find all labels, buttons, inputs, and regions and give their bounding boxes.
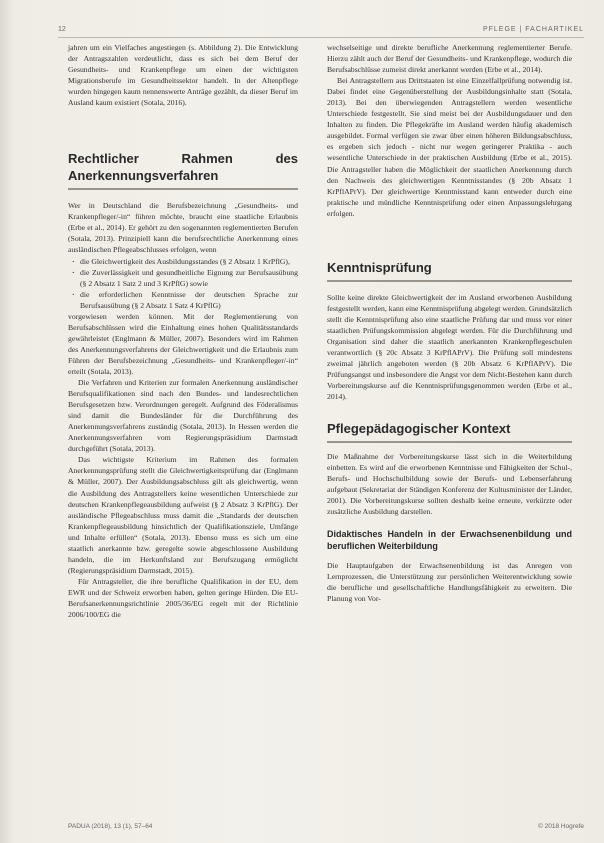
page-number: 12: [58, 26, 66, 33]
list-item: · die Gleichwertigkeit des Ausbildungsstandes (§ 2 Absatz 1 KrPflG),: [80, 256, 298, 267]
list-item: · die erforderlichen Kenntnisse der deutschen Sprache zur Berufsausübung (§ 2 Absatz 1 Satz 4 KrPflG): [80, 289, 298, 311]
paragraph: vorgewiesen werden können. Mit der Reglementierung von Berufsabschlüssen wird die Einhaltung eines hohen Qualitätsstandards gewährleistet (Englmann & Müller, 2007). Besonders wird im Rahmen des Anerkennungsverfahrens der Gleichwertigkeit und die Erlaubnis zum Führen der Berufsbezeichnung „Gesundheits- und Krankenpfleger/-in“ erteilt (Sotala, 2013).: [68, 311, 298, 376]
criteria-list: [68, 256, 298, 311]
subsection-heading-didactics: Didaktisches Handeln in der Erwachsenenbildung und beruflichen Weiterbildung: [327, 528, 572, 551]
page-header: [58, 26, 584, 36]
running-title: PFLEGE | FACHARTIKEL: [482, 26, 584, 33]
paragraph: Die Verfahren und Kriterien zur formalen Anerkennung ausländischer Berufsqualifikationen sind nach den Bundes- und landesrechtlichen Berufsgesetzen bzw. Verordnungen geregelt. Aufgrund des Föderalismus sind damit die Bundesländer für die Durchführung des Anerkennungsverfahrens zuständig (Sotala, 2013). In Hessen werden die Anerkennungsverfahren vom Regierungspräsidium Darmstadt durchgeführt (Sotala, 2013).: [68, 378, 298, 454]
paragraph: Das wichtigste Kriterium im Rahmen des formalen Anerkennungsprüfung stellt die Gleichwertigkeitsprüfung dar (Englmann & Müller, 2007). Der Ausbildungsabschluss gilt als gleichwertig, wenn die Ausbildung des Antragstellers keine wesentlichen Unterschiede zur deutschen Krankenpflegeausbildung aufweist (§ 2 Absatz 3 KrPflG). Der ausländische Pflegeabschluss muss damit die „Standards der deutschen Krankenpflegeausbildung hinsichtlich der Qualifikationsziele, Umfänge und Inhalte erfüllen“ (Sotala, 2013). Ebenso muss es sich um eine staatlich anerkannte bzw. geregelte sowie abgeschlossene Ausbildung handeln, die im Herkunftsland zur Berufszugang ermöglicht (Regierungspräsidium Darmstadt, 2015).: [68, 455, 298, 575]
paragraph: Sollte keine direkte Gleichwertigkeit der im Ausland erworbenen Ausbildung festgestellt werden, kann eine Kenntnisprüfung abgelegt werden. Grundsätzlich stellt die Kenntnisprüfung also eine staatliche Prüfung dar und muss vor einer staatlichen Prüfungskommission abgelegt werden. Für die Durchführung und Organisation sind daher die staatlich anerkannten Krankenpflegeschulen verantwortlich (§ 20c Absatz 3 KrPflAPrV). Die Prüfung soll mindestens zweimal jährlich angeboten werden (§ 20b Absatz 6 KrPflAPrV). Die Prüfungsangst und insbesondere die Angst vor dem Nicht-Bestehen kann durch Vorbereitungskurse auf die Kenntnisprüfungsgenommen werden (Erbe et al., 2014).: [327, 292, 572, 402]
section-heading-knowledge-exam: Kenntnisprüfung: [327, 259, 572, 282]
page-footer: [68, 823, 584, 833]
paragraph: Für Antragsteller, die ihre berufliche Qualifikation in der EU, dem EWR und der Schweiz erworben haben, gelten geringe Hürden. Die EU-Berufsanerkennungsrichtlinie 2005/36/EG regelt mit der Richtlinie 2006/100/EG die: [68, 576, 298, 620]
header-rule: [58, 37, 584, 38]
section-heading-legal-framework: Rechtlicher Rahmen des Anerkennungsverfahren: [68, 150, 298, 190]
paragraph: Bei Antragstellern aus Drittstaaten ist eine Einzelfallprüfung notwendig ist. Dabei findet eine Gegenüberstellung der Ausbildungsinhalte statt (Sotala, 2013). Bei den überwiegenden Antragstellern werden wesentliche Unterschiede festgestellt. Sie sind meist bei der Ausbildungsdauer und den Inhalten zu finden. Die Pflegekräfte im Ausland werden häufig akademisch ausgebildet. Formal verfügen sie zwar über einen höheren Bildungsabschluss, es ergeben sich jedoch - nicht nur wegen geringerer Praktika - auch wesentliche Unterschiede in der praktischen Ausbildung (Erbe et al., 2015). Die Antragsteller haben die Möglichkeit der staatlichen Anerkennung durch den Nachweis des gleichwertigen Kenntnisstandes (§ 20b Absatz 1 KrPflAPrV). Der gleichwertige Kenntnisstand kann entweder durch eine praktische und mündliche Kenntnisprüfung oder einen Anpassungslehrgang erfolgen.: [327, 76, 572, 218]
section-heading-pedagogical-context: Pflegepädagogischer Kontext: [327, 420, 572, 443]
left-column: [68, 42, 298, 620]
right-column: [327, 42, 572, 604]
paragraph: Wer in Deutschland die Berufsbezeichnung „Gesundheits- und Krankenpfleger/-in“ führen möchte, braucht eine staatliche Erlaubnis (Erbe et al., 2014). Er gehört zu den sogenannten reglementierten Berufen (Sotala, 2013). Prinzipiell kann die berufsrechtliche Anerkennung eines ausländischen Pflegeabschlusses erfolgen, wenn: [68, 201, 298, 255]
paragraph: Die Maßnahme der Vorbereitungskurse lässt sich in die Weiterbildung einbetten. Es wird auf die erworbenen Kenntnisse und Fähigkeiten der Schul-, Berufs- und Hochschulbildung sowie der Berufs- und Lebenserfahrung aufgebaut (Sekretariat der Ständigen Konferenz der Kultusminister der Länder, 2001). Die Vorbereitungskurse sollten deshalb keine erneute, verkürzte oder zusätzliche Ausbildung darstellen.: [327, 452, 572, 517]
list-item: · die Zuverlässigkeit und gesundheitliche Eignung zur Berufsausübung (§ 2 Absatz 1 Satz 2 und 3 KrPflG) sowie: [80, 267, 298, 289]
journal-citation: PADUA (2018), 13 (1), 57–64: [68, 823, 153, 830]
paragraph: Die Hauptaufgaben der Erwachsenenbildung ist das Anregen von Lernprozessen, die Unterstützung zur persönlichen Weiterentwicklung sowie die berufliche und gesellschaftliche Handlungsfähigkeit zu erweitern. Die Planung von Vor-: [327, 560, 572, 603]
paragraph: wechselseitige und direkte berufliche Anerkennung reglementierter Berufe. Hierzu zählt auch der Beruf der Gesundheits- und Krankenpflege, wodurch die Berufsabschlüsse zumeist direkt anerkannt werden (Erbe et al., 2014).: [327, 43, 572, 75]
paragraph: jahren um ein Vielfaches angestiegen (s. Abbildung 2). Die Entwicklung der Antragszahlen verdeutlicht, dass es sich bei dem Beruf der Gesundheits- und Krankenpflege um einen der wichtigsten Migrationsberufe im Gesundheitssektor handelt. In der Altenpflege wurden hingegen kaum nennenswerte Anträge gezählt, da dieser Beruf im Ausland kaum existiert (Sotala, 2016).: [68, 43, 298, 108]
copyright: © 2018 Hogrefe: [538, 823, 584, 830]
